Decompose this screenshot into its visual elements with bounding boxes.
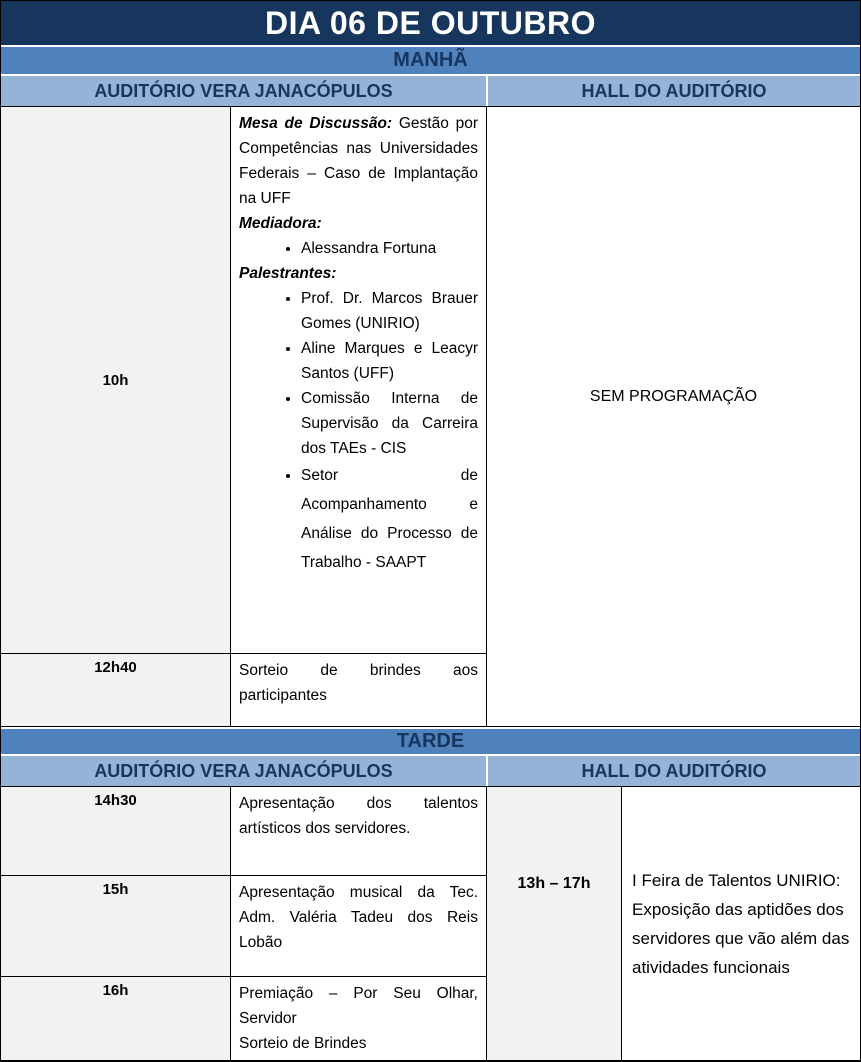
time-cell: 12h40 (1, 654, 230, 726)
event-description-cell (231, 977, 486, 1060)
speakers-label: Palestrantes: (239, 265, 337, 282)
event-text: Apresentação dos talentos artísticos dos servidores. (239, 795, 478, 837)
event-description-cell (231, 876, 486, 976)
time-cell: 16h (1, 977, 230, 1060)
event-text: Apresentação musical da Tec. Adm. Valéria Tadeu dos Reis Lobão (239, 884, 478, 951)
list-item: • Comissão Interna de Supervisão da Carreira dos TAEs - CIS (301, 386, 478, 461)
topic-label: Mesa de Discussão: (239, 115, 393, 132)
list-item: • Aline Marques e Leacyr Santos (UFF) (301, 336, 478, 386)
session-topic (239, 111, 478, 211)
raffle-description-cell (231, 654, 486, 726)
speakers-list (239, 286, 478, 577)
morning-column-headers (1, 76, 860, 106)
hall-event-text: I Feira de Talentos UNIRIO: Exposição das aptidões dos servidores que vão além das atividades funcionais (632, 870, 850, 977)
mediator-label: Mediadora: (239, 215, 322, 232)
hall-column-header: HALL DO AUDITÓRIO (488, 756, 860, 786)
hall-event-description-cell (622, 787, 860, 1060)
afternoon-column-headers (1, 756, 860, 786)
afternoon-section-header: TARDE (1, 727, 860, 756)
morning-section (1, 47, 860, 727)
list-item: • Prof. Dr. Marcos Brauer Gomes (UNIRIO) (301, 286, 478, 336)
hall-no-program-cell (487, 107, 860, 726)
session-description-cell (231, 107, 486, 653)
raffle-text: Sorteio de brindes aos participantes (239, 662, 478, 704)
mediator-list (239, 236, 478, 261)
morning-section-header: MANHÃ (1, 47, 860, 76)
list-item: • Setor de Acompanhamento e Análise do Processo de Trabalho - SAAPT (301, 461, 478, 577)
list-item: • Alessandra Fortuna (301, 236, 478, 261)
auditorium-column-header: AUDITÓRIO VERA JANACÓPULOS (1, 756, 486, 786)
time-cell: 14h30 (1, 787, 230, 875)
hall-no-program-text: SEM PROGRAMAÇÃO (589, 387, 758, 405)
afternoon-section (1, 727, 860, 1061)
hall-time-cell: 13h – 17h (487, 787, 621, 1060)
event-text-line2: Sorteio de Brindes (239, 1035, 367, 1052)
topic-text: Gestão por Competências nas Universidades Federais – Caso de Implantação na UFF (239, 115, 478, 207)
time-cell: 15h (1, 876, 230, 976)
afternoon-body (1, 786, 860, 1061)
event-description-cell (231, 787, 486, 875)
auditorium-column-header: AUDITÓRIO VERA JANACÓPULOS (1, 76, 486, 106)
time-cell: 10h (1, 107, 230, 653)
page-title: DIA 06 DE OUTUBRO (1, 1, 860, 47)
hall-column-header: HALL DO AUDITÓRIO (488, 76, 860, 106)
morning-body (1, 106, 860, 727)
event-text-line1: Premiação – Por Seu Olhar, Servidor (239, 985, 478, 1027)
